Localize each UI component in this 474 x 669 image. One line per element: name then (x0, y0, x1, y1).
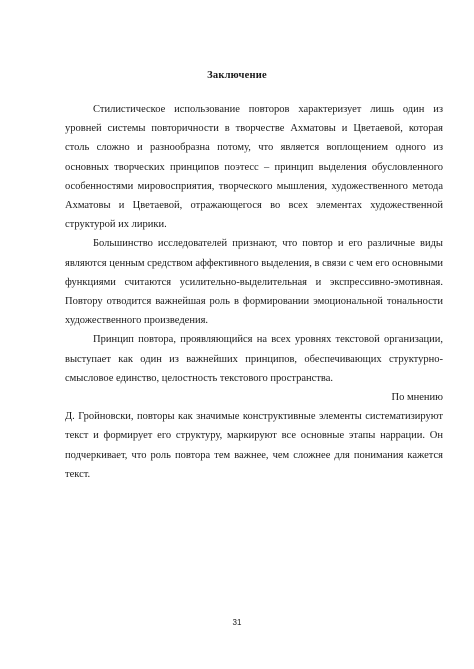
paragraph-4-continued: Д. Гройновски, повторы как значимые конструктивные элементы систематизируют текст и формирует его структуру, маркируют все основные этапы наррации. Он подчеркивает, что роль повтора тем важнее, чем сложнее для понимания кажется текст. (65, 411, 443, 480)
paragraph-3: Принцип повтора, проявляющийся на всех уровнях текстовой организации, выступает как один из важнейших принципов, обеспечивающих структурно-смысловое единство, целостность текстового пространства. (65, 334, 443, 384)
section-title: Заключение (207, 70, 267, 81)
paragraph-1: Стилистическое использование повторов характеризует лишь один из уровней системы повторичности в творчестве Ахматовы и Цветаевой, которая столь сложно и разнообразна потому, что является воплощением одного из основных творческих принципов поэтесс – принцип выделения обусловленного особенностями мировосприятия, творческого мышления, художественного метода Ахматовы и Цветаевой, отражающегося во всех элементах художественной структурой их лирики. (65, 104, 443, 231)
page-number: 31 (232, 618, 242, 627)
paragraph-2: Большинство исследователей признают, что повтор и его различные виды являются ценным средством аффективного выделения, в связи с чем его основными функциями считаются усилительно-выделительная и экспрессивно-эмотивная. Повтору отводится важнейшая роль в формировании эмоциональной тональности художественного произведения. (65, 238, 443, 327)
body-text (65, 100, 443, 484)
paragraph-4-start: По мнению (391, 392, 443, 404)
